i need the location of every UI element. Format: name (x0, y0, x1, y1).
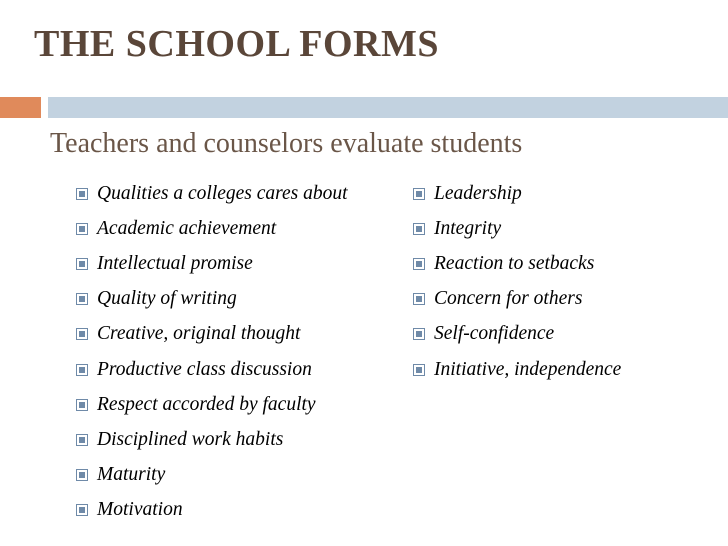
list-item (413, 176, 621, 211)
list-item (76, 317, 348, 352)
square-bullet-icon (76, 188, 88, 200)
list-item-label: Qualities a colleges cares about (97, 182, 348, 204)
square-bullet-icon (76, 434, 88, 446)
list-item (76, 211, 348, 246)
list-item-label: Initiative, independence (434, 358, 622, 380)
square-bullet-icon (76, 399, 88, 411)
list-item-label: Leadership (434, 182, 522, 204)
bullet-list-left (76, 176, 348, 528)
slide-subtitle: Teachers and counselors evaluate students (50, 128, 523, 159)
list-item-label: Creative, original thought (97, 323, 301, 345)
square-bullet-icon (76, 504, 88, 516)
list-item (413, 317, 621, 352)
square-bullet-icon (76, 258, 88, 270)
square-bullet-icon (76, 223, 88, 235)
square-bullet-icon (413, 328, 425, 340)
square-bullet-icon (413, 364, 425, 376)
list-item (76, 493, 348, 528)
list-item-label: Productive class discussion (97, 358, 312, 380)
list-item-label: Self-confidence (434, 323, 555, 345)
square-bullet-icon (76, 469, 88, 481)
list-item (76, 176, 348, 211)
list-item (76, 387, 348, 422)
square-bullet-icon (413, 223, 425, 235)
list-item-label: Motivation (97, 499, 183, 521)
list-item (76, 458, 348, 493)
square-bullet-icon (413, 258, 425, 270)
list-item-label: Integrity (434, 217, 502, 239)
list-item-label: Academic achievement (97, 217, 277, 239)
list-item (413, 352, 621, 387)
list-item (413, 211, 621, 246)
square-bullet-icon (413, 188, 425, 200)
list-item-label: Quality of writing (97, 288, 237, 310)
list-item-label: Disciplined work habits (97, 428, 284, 450)
list-item (76, 422, 348, 457)
bullet-list-right (413, 176, 621, 387)
list-item (76, 352, 348, 387)
square-bullet-icon (413, 293, 425, 305)
list-item-label: Concern for others (434, 288, 583, 310)
list-item (413, 282, 621, 317)
list-item (413, 246, 621, 281)
square-bullet-icon (76, 293, 88, 305)
list-item-label: Reaction to setbacks (434, 252, 595, 274)
accent-bar-orange (0, 97, 41, 118)
slide-title: THE SCHOOL FORMS (34, 23, 439, 65)
list-item (76, 282, 348, 317)
list-item-label: Maturity (97, 464, 166, 486)
square-bullet-icon (76, 328, 88, 340)
list-item-label: Respect accorded by faculty (97, 393, 316, 415)
accent-bar-blue (48, 97, 728, 118)
square-bullet-icon (76, 364, 88, 376)
list-item-label: Intellectual promise (97, 252, 253, 274)
list-item (76, 246, 348, 281)
